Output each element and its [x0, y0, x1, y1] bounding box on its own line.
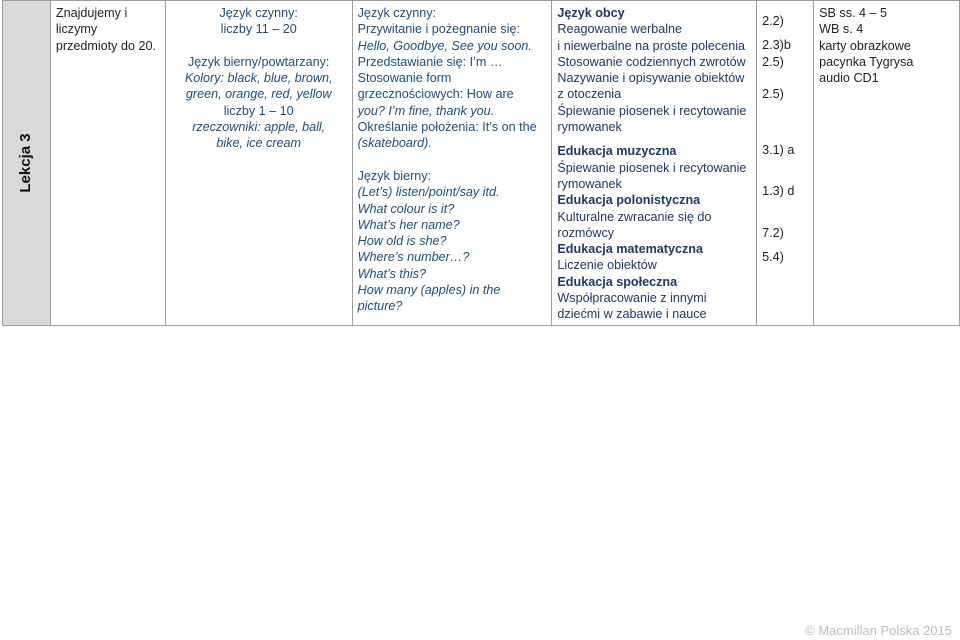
skills-line: rozmówcy [557, 225, 615, 240]
structures-passive-line: Where’s number…? [357, 250, 470, 265]
material-item: karty obrazkowe [819, 38, 911, 53]
vocab-passive-line: Kolory: black, blue, brown, [184, 71, 333, 86]
skills-line: rymowanek [557, 120, 622, 135]
skills-music-heading: Edukacja muzyczna [557, 144, 677, 159]
skills-foreign-heading: Język obcy [557, 6, 625, 20]
materials-cell [814, 1, 960, 326]
structures-passive-line: picture? [357, 299, 403, 314]
lesson-row [3, 1, 960, 326]
structures-passive-line: How old is she? [357, 234, 447, 249]
skills-line: i niewerbalne na proste polecenia [557, 38, 746, 53]
vocab-passive-line: rzeczowniki: apple, ball, [192, 120, 326, 135]
skills-line: Współpracowanie z innymi [557, 291, 707, 306]
vocab-passive-line: green, orange, red, yellow [185, 87, 332, 102]
structures-line: Przedstawianie się: I’m … [357, 54, 503, 69]
vocab-active-line: liczby 11 – 20 [220, 22, 297, 37]
structures-line: grzecznościowych: How are [357, 87, 514, 102]
code-value: 3.1) a [762, 143, 795, 158]
skills-cell [552, 1, 757, 326]
codes-cell [757, 1, 814, 326]
skills-line: Reagowanie werbalne [557, 22, 683, 37]
structures-cell [352, 1, 552, 326]
skills-math-heading: Edukacja matematyczna [557, 242, 704, 257]
skills-social-heading: Edukacja społeczna [557, 274, 678, 289]
skills-line: z otoczenia [557, 87, 622, 102]
structures-line: (skateboard). [357, 136, 432, 151]
lesson-plan-table [2, 0, 960, 326]
skills-line: rymowanek [557, 176, 622, 191]
material-item: WB s. 4 [819, 22, 864, 37]
material-item: pacynka Tygrysa [819, 54, 914, 69]
structures-active-heading: Język czynny: [357, 6, 436, 20]
vocab-active-heading: Język czynny: [219, 6, 298, 20]
topic-line: przedmioty do 20. [55, 38, 156, 53]
topic-line: Znajdujemy i liczymy [55, 6, 128, 37]
topic-cell [50, 1, 165, 326]
code-value: 2.5) [762, 86, 784, 101]
vocabulary-cell [165, 1, 352, 326]
structures-line: you? I’m fine, thank you. [357, 103, 495, 118]
skills-line: dziećmi w zabawie i nauce [557, 307, 707, 322]
code-value: 2.3)b [762, 38, 791, 53]
structures-line: Przywitanie i pożegnanie się: [357, 22, 521, 37]
structures-line: Hello, Goodbye, See you soon. [357, 38, 532, 53]
structures-passive-line: What colour is it? [357, 201, 455, 216]
vocab-passive-line: liczby 1 – 10 [223, 103, 294, 118]
code-value: 5.4) [762, 250, 784, 265]
structures-line: Stosowanie form [357, 71, 452, 86]
skills-line: Kulturalne zwracanie się do [557, 209, 712, 224]
structures-passive-line: What’s this? [357, 266, 426, 281]
lesson-cell [3, 1, 51, 326]
material-item: audio CD1 [819, 71, 879, 86]
skills-line: Nazywanie i opisywanie obiektów [557, 71, 745, 86]
code-value: 2.5) [762, 54, 784, 69]
lesson-label: Lekcja 3 [17, 133, 35, 193]
structures-line: Określanie położenia: It’s on the [357, 120, 537, 135]
material-item: SB ss. 4 – 5 [819, 6, 888, 20]
skills-line: Śpiewanie piosenek i recytowanie [557, 103, 747, 118]
structures-passive-line: What’s her name? [357, 217, 460, 232]
skills-polish-heading: Edukacja polonistyczna [557, 193, 701, 208]
skills-line: Liczenie obiektów [557, 258, 657, 273]
skills-line: Śpiewanie piosenek i recytowanie [557, 160, 747, 175]
code-value: 2.2) [762, 14, 784, 28]
vocab-passive-heading: Język bierny/powtarzany: [187, 54, 330, 69]
structures-passive-heading: Język bierny: [357, 168, 432, 183]
code-value: 7.2) [762, 225, 784, 240]
skills-line: Stosowanie codziennych zwrotów [557, 54, 746, 69]
copyright-footer: © Macmillan Polska 2015 [805, 622, 952, 638]
vocab-passive-line: bike, ice cream [216, 136, 302, 151]
structures-passive-line: How many (apples) in the [357, 283, 501, 298]
code-value: 1.3) d [762, 184, 795, 199]
structures-passive-line: (Let’s) listen/point/say itd. [357, 185, 500, 200]
